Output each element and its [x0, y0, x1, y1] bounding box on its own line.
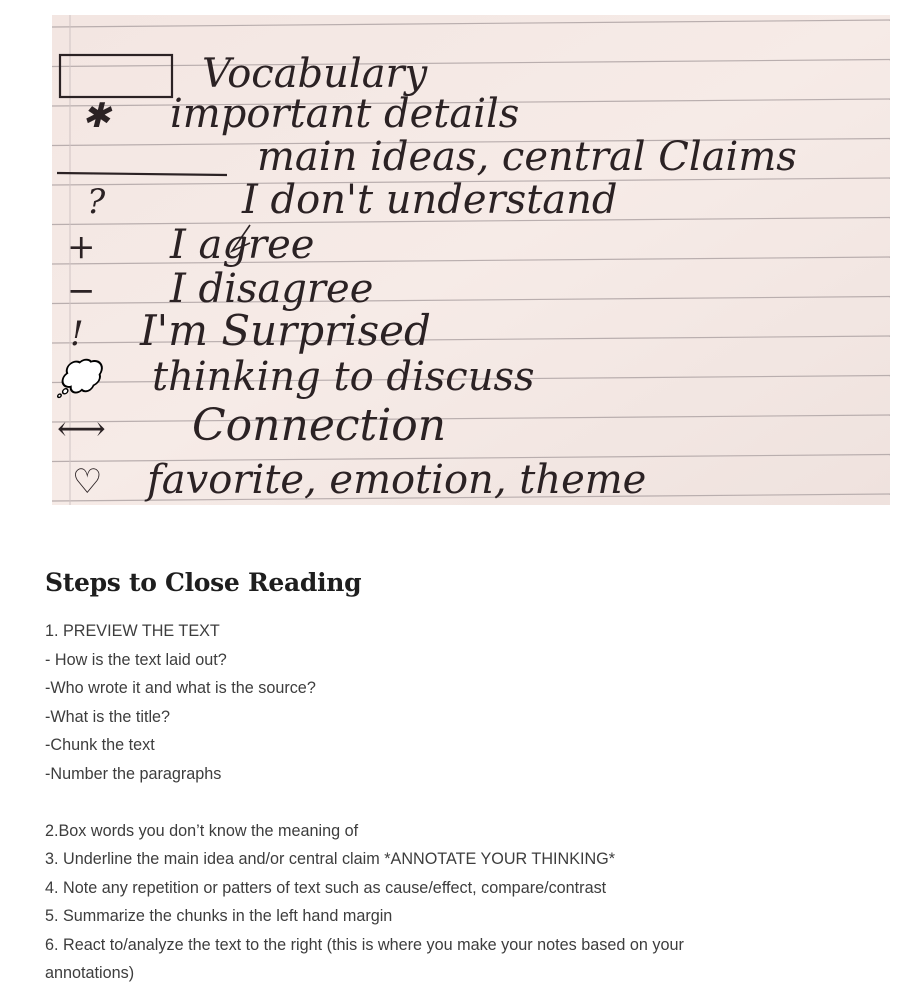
legend-text: I disagree — [170, 266, 374, 312]
step-line: 2.Box words you don’t know the meaning of — [45, 821, 359, 840]
steps-list — [45, 617, 825, 988]
legend-text: I agree — [170, 222, 315, 268]
legend-symbol: − — [67, 271, 96, 311]
legend-text: I'm Surprised — [140, 306, 431, 355]
step-line: 1. PREVIEW THE TEXT — [45, 622, 220, 640]
notebook-photo — [52, 15, 890, 505]
legend-symbol: + — [67, 227, 96, 267]
legend-text: Connection — [192, 400, 447, 451]
list-gap — [45, 788, 825, 817]
legend-text: I don't understand — [242, 177, 618, 223]
legend-text: important details — [170, 91, 520, 137]
legend-symbol: ? — [87, 182, 106, 222]
step-line: 4. Note any repetition or patters of text such as cause/effect, compare/contrast — [45, 878, 607, 897]
step-line: -Chunk the text — [45, 736, 155, 754]
step-line: -Number the paragraphs — [45, 764, 222, 783]
step-line: - How is the text laid out? — [45, 650, 227, 669]
step-line: 5. Summarize the chunks in the left hand margin — [45, 907, 393, 925]
step-line: -What is the title? — [45, 707, 171, 726]
legend-symbol: ! — [70, 314, 84, 354]
legend-text: main ideas, central Claims — [257, 134, 797, 180]
step-line: 3. Underline the main idea and/or central claim *ANNOTATE YOUR THINKING* — [45, 850, 616, 868]
legend-symbol: ✱ — [82, 96, 111, 136]
legend-text: Vocabulary — [202, 51, 428, 97]
legend-text: favorite, emotion, theme — [147, 457, 647, 503]
step-line: 6. React to/analyze the text to the right (this is where you make your notes based on your — [45, 935, 684, 954]
legend-symbol: ⟷ — [57, 409, 106, 449]
legend-symbol: 💭 — [57, 359, 100, 399]
article-heading: Steps to Close Reading — [45, 568, 362, 597]
step-line: annotations) — [45, 964, 135, 982]
legend-text: thinking to discuss — [152, 354, 535, 400]
legend-symbol: ♡ — [72, 462, 103, 502]
step-line: -Who wrote it and what is the source? — [45, 679, 316, 697]
